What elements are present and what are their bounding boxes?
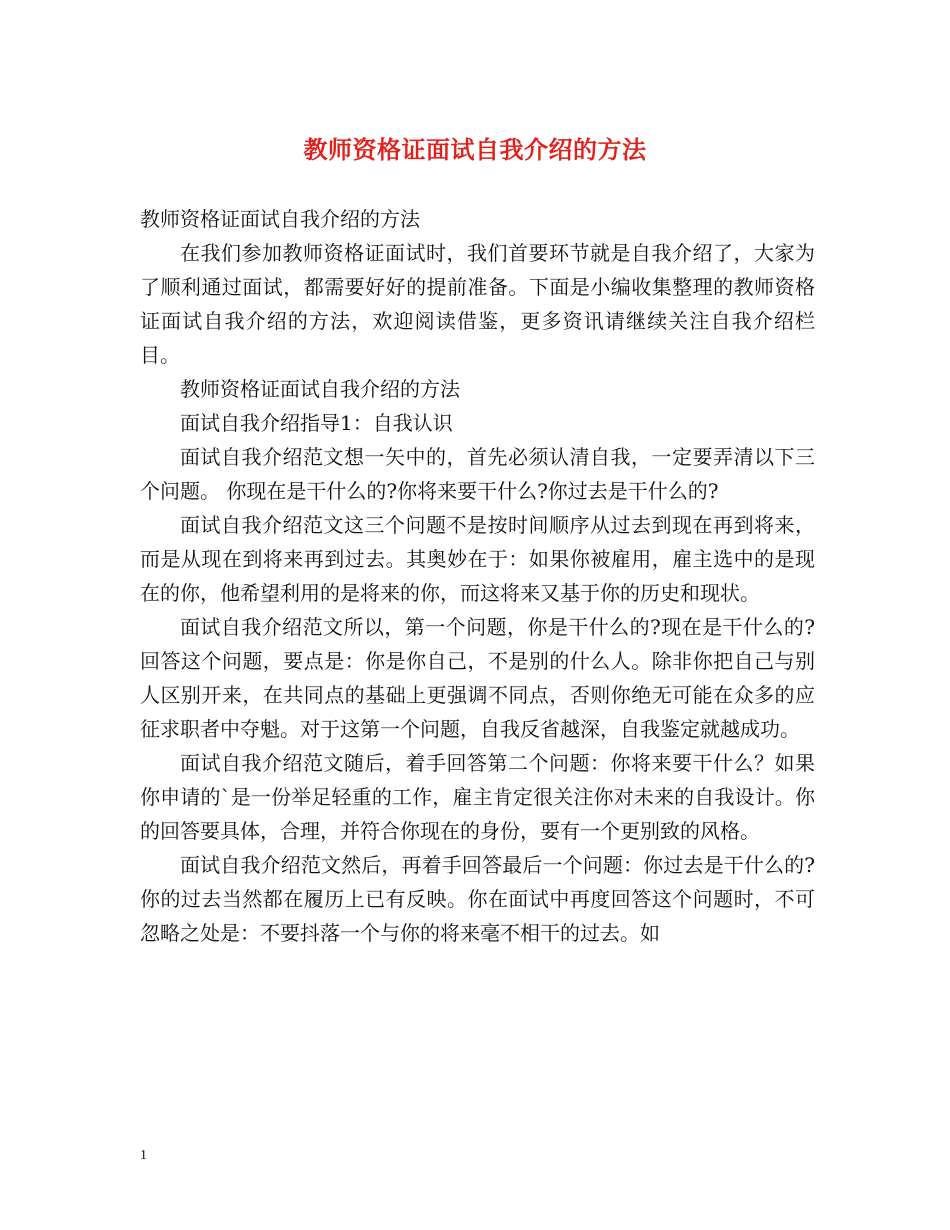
paragraph: 面试自我介绍指导1：自我认识 (180, 411, 453, 435)
document-body (140, 202, 815, 950)
paragraph: 面试自我介绍范文随后，着手回答第二个问题：你将来要干什么？如果你申请的`是一份举足轻重的工作，雇主肯定很关注你对未来的自我设计。你的回答要具体，合理，并符合你现在的身份，要有一个更别致的风格。 (140, 751, 815, 843)
paragraph: 教师资格证面试自我介绍的方法 (140, 207, 420, 231)
page-number: 1 (140, 1148, 147, 1163)
paragraph: 面试自我介绍范文这三个问题不是按时间顺序从过去到现在再到将来，而是从现在到将来再到过去。其奥妙在于：如果你被雇用，雇主选中的是现在的你，他希望利用的是将来的你，而这将来又基于你的历史和现状。 (140, 513, 815, 605)
paragraph: 教师资格证面试自我介绍的方法 (180, 377, 460, 401)
paragraph: 面试自我介绍范文想一矢中的，首先必须认清自我，一定要弄清以下三个问题。 你现在是干什么的?你将来要干什么?你过去是干什么的? (140, 445, 815, 503)
paragraph: 面试自我介绍范文所以，第一个问题，你是干什么的?现在是干什么的?回答这个问题，要点是：你是你自己，不是别的什么人。除非你把自己与别人区别开来，在共同点的基础上更强调不同点，否则你绝无可能在众多的应征求职者中夺魁。对于这第一个问题，自我反省越深，自我鉴定就越成功。 (140, 615, 815, 741)
paragraph: 在我们参加教师资格证面试时，我们首要环节就是自我介绍了，大家为了顺利通过面试，都需要好好的提前准备。下面是小编收集整理的教师资格证面试自我介绍的方法，欢迎阅读借鉴，更多资讯请继续关注自我介绍栏目。 (140, 241, 815, 367)
document-title: 教师资格证面试自我介绍的方法 (303, 135, 647, 164)
paragraph: 面试自我介绍范文然后，再着手回答最后一个问题：你过去是干什么的?你的过去当然都在履历上已有反映。你在面试中再度回答这个问题时，不可忽略之处是：不要抖落一个与你的将来毫不相干的过去。如 (140, 853, 815, 945)
